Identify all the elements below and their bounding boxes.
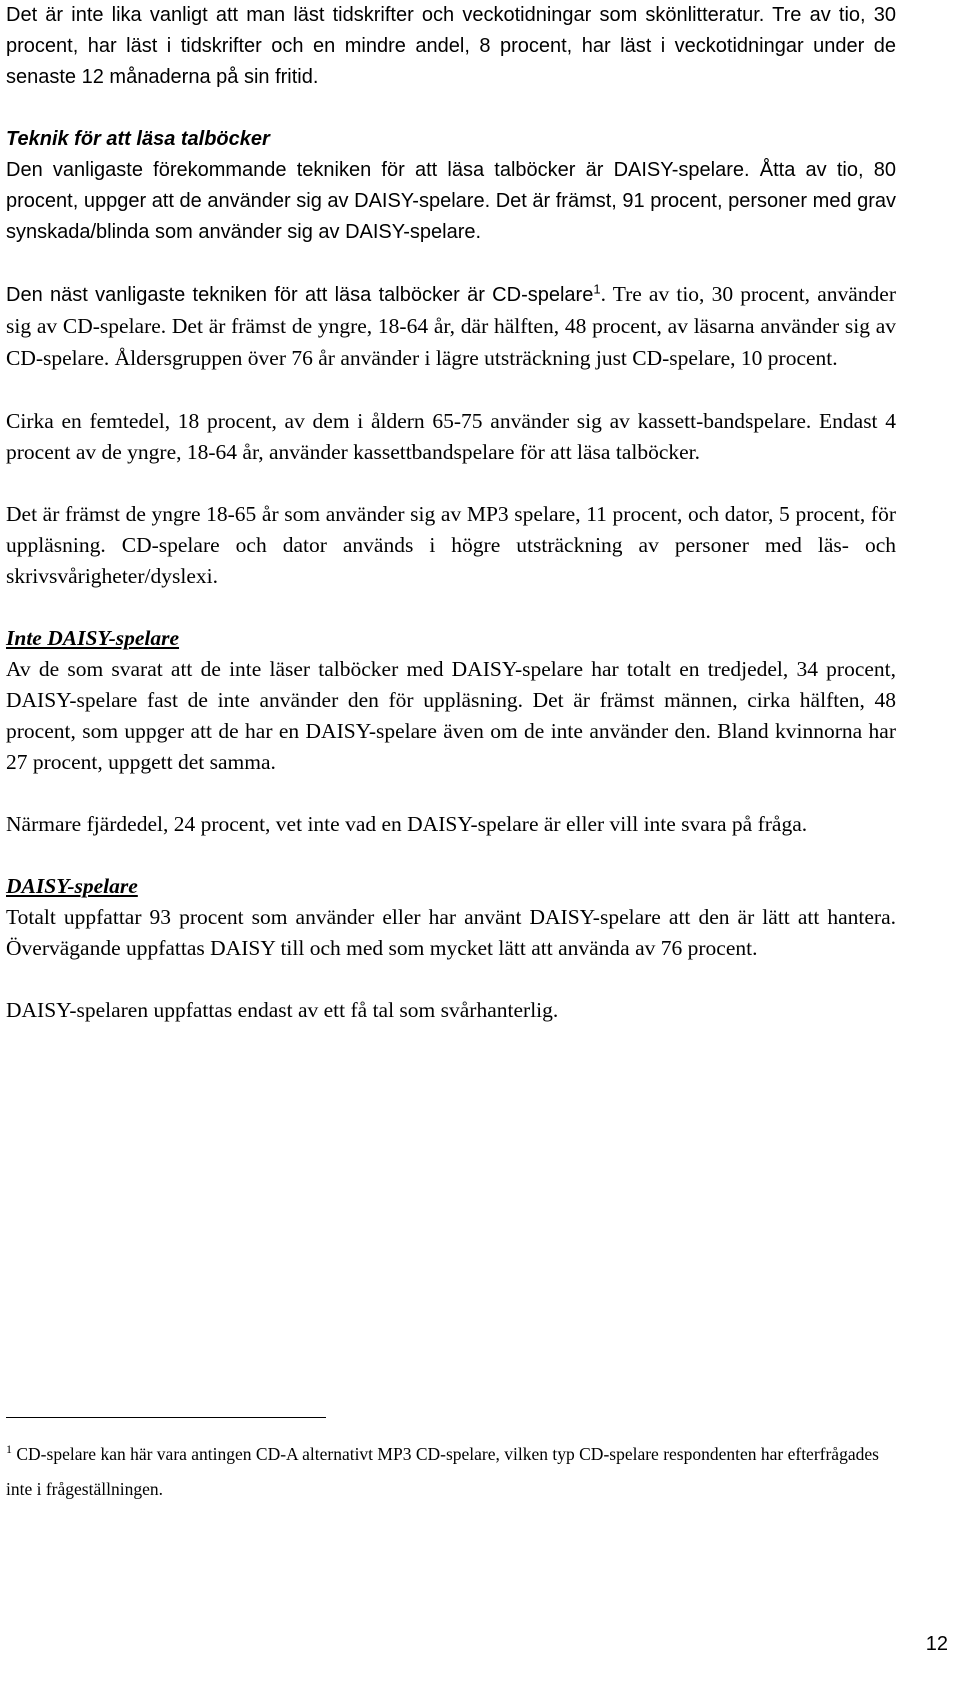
technique-paragraph-cassette: Cirka en femtedel, 18 procent, av dem i åldern 65-75 använder sig av kassett-bandspelare. Endast 4 procent av de yngre, 18-64 år, använder kassettbandspelare för att läsa talböcker. — [6, 409, 896, 464]
technique-paragraph-daisy: Den vanligaste förekommande tekniken för att läsa talböcker är DAISY-spelare. Åtta av tio, 80 procent, uppger att de använder sig av DAISY-spelare. Det är främst, 91 procent, personer med grav synskada/blinda som använder sig av DAISY-spelare. — [6, 159, 896, 243]
paragraph-gap — [6, 778, 896, 809]
intro-paragraph: Det är inte lika vanligt att man läst tidskrifter och veckotidningar som skönlitteratur. Tre av tio, 30 procent, har läst i tidskrifter och en mindre andel, 8 procent, har läst i veckotidningar under de senaste 12 månaderna på sin fritid. — [6, 4, 896, 88]
footnote-separator — [6, 1417, 326, 1418]
not-daisy-paragraph-1: Av de som svarat att de inte läser talböcker med DAISY-spelare har totalt en tredjedel, 34 procent, DAISY-spelare fast de inte använder den för uppläsning. Det är främst männen, cirka hälften, 48 procent, som uppger att de har en DAISY-spelare även om de inte använder den. Bland kvinnorna har 27 procent, uppgett det samma. — [6, 657, 896, 774]
technique-paragraph-cd — [6, 279, 896, 375]
not-daisy-paragraph-2: Närmare fjärdedel, 24 procent, vet inte vad en DAISY-spelare är eller vill inte svara på fråga. — [6, 812, 808, 836]
paragraph-gap — [6, 964, 896, 995]
paragraph-gap — [6, 592, 896, 623]
footnote — [6, 1437, 906, 1507]
paragraph-gap — [6, 93, 896, 124]
paragraph-gap — [6, 468, 896, 499]
cd-text-rest: . Tre av tio, 30 procent, använder sig av CD-spelare. Det är främst de yngre, 18-64 år, där hälften, 48 procent, av läsarna använder sig av CD-spelare. Åldersgruppen över 76 år använder i lägre utsträckning just CD-spelare, 10 procent. — [6, 282, 896, 370]
document-page — [6, 0, 896, 1026]
not-daisy-heading: Inte DAISY-spelare — [6, 626, 180, 650]
cd-text-start: Den näst vanligaste tekniken för att läsa talböcker är CD-spelare — [6, 284, 594, 306]
footnote-marker: 1 — [6, 1442, 12, 1457]
footnote-text: CD-spelare kan här vara antingen CD-A alternativt MP3 CD-spelare, vilken typ CD-spelare respondenten har efterfrågades inte i frågeställningen. — [6, 1444, 879, 1499]
daisy-paragraph-1: Totalt uppfattar 93 procent som använder eller har använt DAISY-spelare att den är lätt att hantera. Övervägande uppfattas DAISY till och med som mycket lätt att använda av 76 procent. — [6, 905, 896, 960]
daisy-paragraph-2: DAISY-spelaren uppfattas endast av ett få tal som svårhanterlig. — [6, 998, 559, 1022]
paragraph-gap — [6, 840, 896, 871]
paragraph-gap — [6, 248, 896, 279]
footnote-reference: 1 — [593, 281, 601, 297]
paragraph-gap — [6, 375, 896, 406]
daisy-heading: DAISY-spelare — [6, 874, 138, 898]
page-number: 12 — [925, 1633, 948, 1655]
technique-paragraph-mp3: Det är främst de yngre 18-65 år som använder sig av MP3 spelare, 11 procent, och dator, 5 procent, för uppläsning. CD-spelare och dator används i högre utsträckning av personer med läs- och skrivsvårigheter/dyslexi. — [6, 502, 896, 588]
technique-heading: Teknik för att läsa talböcker — [6, 128, 270, 150]
